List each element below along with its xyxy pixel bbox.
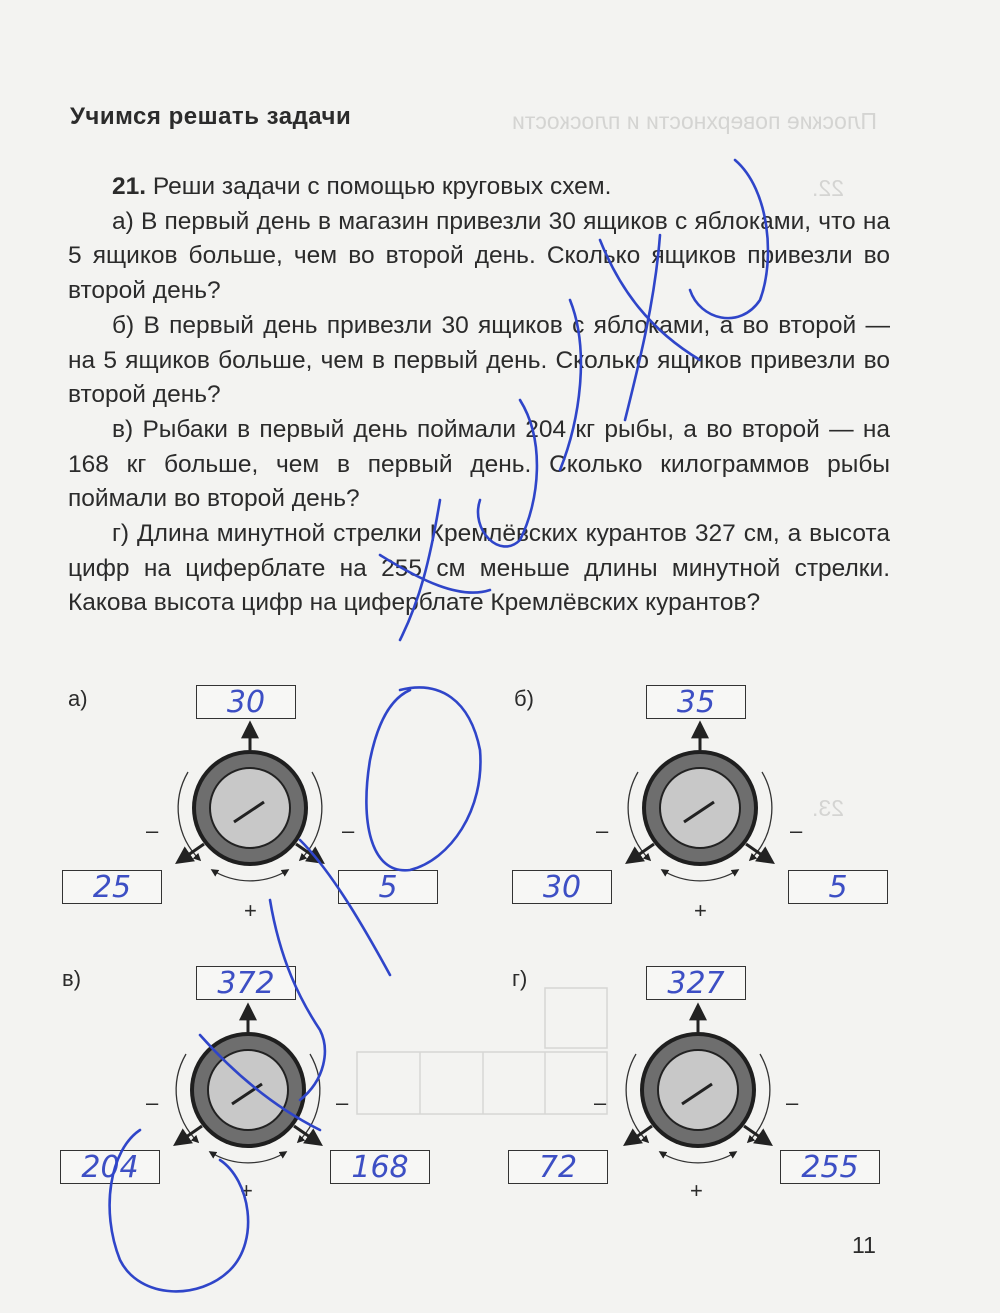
scheme-g-minus-right: – <box>786 1090 799 1115</box>
scheme-g-left-box[interactable]: 72 <box>508 1150 608 1184</box>
scheme-g-right-box[interactable]: 255 <box>780 1150 880 1184</box>
scheme-b-plus: + <box>694 898 707 923</box>
scheme-g-plus: + <box>690 1178 703 1203</box>
show-through-22: 22. <box>812 175 844 201</box>
task-g: г) Длина минутной стрелки Кремлёвских курантов 327 см, а высота цифр на циферблате на 255 см меньше длины минутной стрелки. Какова высота цифр на циферблате Кремлёвских курантов? <box>68 520 890 617</box>
scheme-g-label: г) <box>512 966 528 991</box>
scheme-a-left-box[interactable]: 25 <box>62 870 162 904</box>
scheme-v-plus: + <box>240 1178 253 1203</box>
page-number: 11 <box>852 1232 876 1258</box>
task-v: в) Рыбаки в первый день поймали 204 кг рыбы, а во второй — на 168 кг больше, чем в первый день. Сколько килограммов рыбы поймали во второй день? <box>68 415 890 513</box>
scheme-v-minus-left: – <box>146 1090 159 1115</box>
scheme-v-left-box[interactable]: 204 <box>60 1150 160 1184</box>
show-through-title: Плоские поверхности и плоскости <box>512 108 878 134</box>
scheme-b-right-box[interactable]: 5 <box>788 870 888 904</box>
section-title: Учимся решать задачи <box>70 103 352 130</box>
scheme-g-top-box[interactable]: 327 <box>646 966 746 1000</box>
task-number: 21. <box>112 173 147 200</box>
scheme-a-minus-right: – <box>342 818 355 843</box>
task-b: б) В первый день привезли 30 ящиков с яблоками, а во второй — на 5 ящиков больше, чем в первый день. Сколько ящиков привезли во второй день? <box>68 311 890 409</box>
scheme-a-plus: + <box>244 898 257 923</box>
scheme-v-top-box[interactable]: 372 <box>196 966 296 1000</box>
scheme-a-right-box[interactable]: 5 <box>338 870 438 904</box>
task-a: а) В первый день в магазин привезли 30 ящиков с яблоками, что на 5 ящиков больше, чем во второй день. Сколько ящиков привезли во второй день? <box>68 207 890 305</box>
scheme-a-top-box[interactable]: 30 <box>196 685 296 719</box>
scheme-a-label: а) <box>68 686 88 711</box>
scheme-b-top-box[interactable]: 35 <box>646 685 746 719</box>
scheme-b-left-box[interactable]: 30 <box>512 870 612 904</box>
scheme-v-right-box[interactable]: 168 <box>330 1150 430 1184</box>
scheme-b-minus-right: – <box>790 818 803 843</box>
show-through-23: 23. <box>812 795 844 821</box>
scheme-a-minus-left: – <box>146 818 159 843</box>
task-intro-text: Реши задачи с помощью круговых схем. <box>152 173 612 200</box>
scheme-b-label: б) <box>514 686 534 711</box>
scheme-v-label: в) <box>62 966 82 991</box>
scheme-g-minus-left: – <box>594 1090 607 1115</box>
scheme-b-minus-left: – <box>596 818 609 843</box>
scheme-v-minus-right: – <box>336 1090 349 1115</box>
